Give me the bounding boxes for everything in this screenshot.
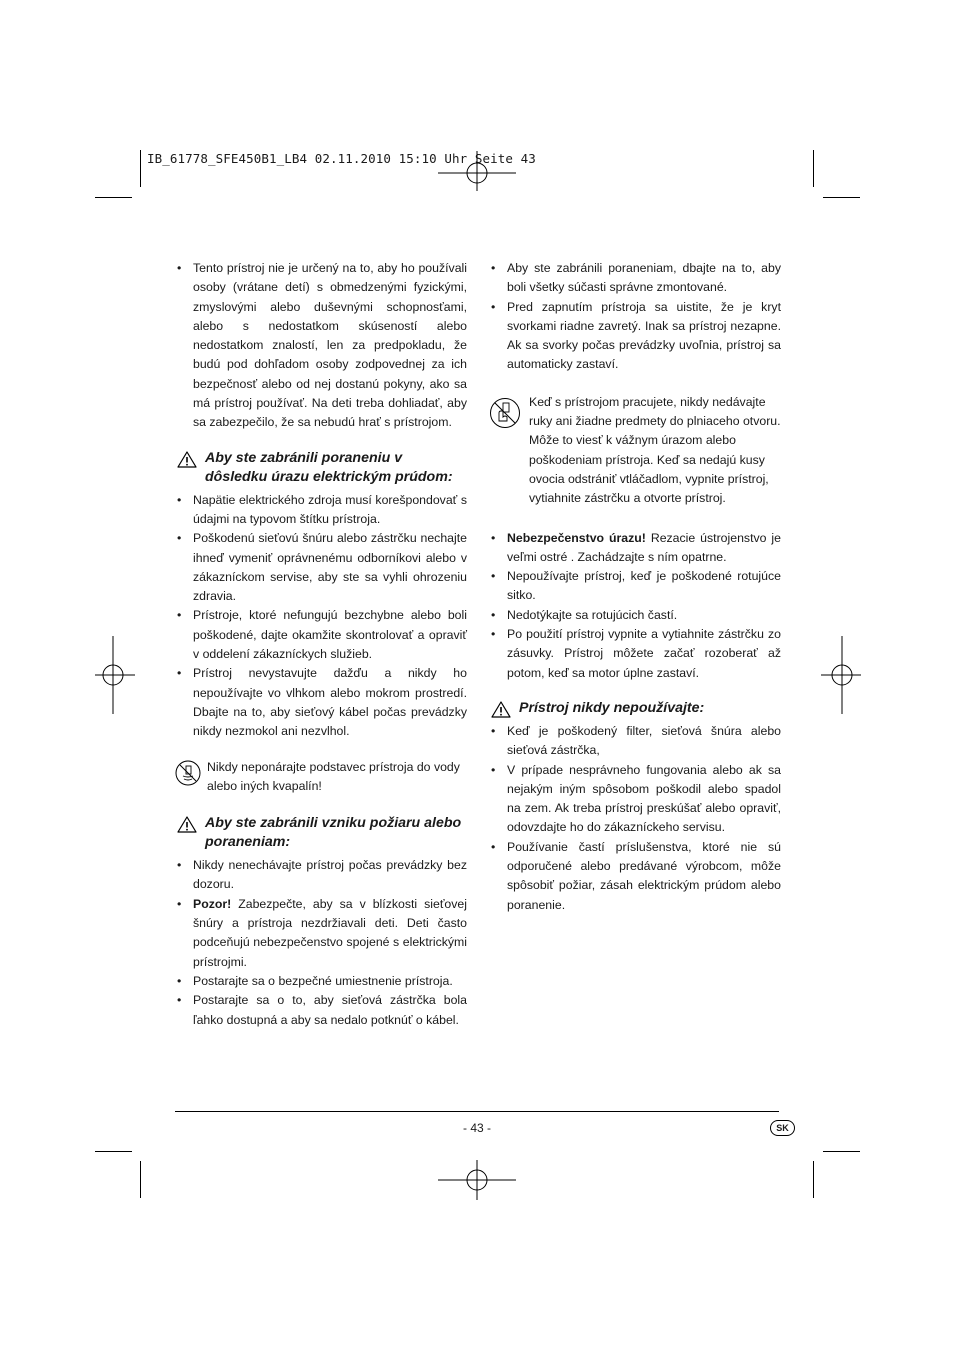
section-heading-electric <box>175 449 467 487</box>
crop-mark <box>813 1161 814 1198</box>
note-text: Nikdy neponárajte podstavec prístroja do vody alebo iných kvapalín! <box>207 759 460 793</box>
list-item-text: Rezacie ústrojenstvo je veľmi ostré . Zachádzajte s ním opatrne. <box>507 530 781 564</box>
crop-mark <box>823 197 860 198</box>
no-hands-icon <box>489 397 521 429</box>
section-heading-text: Aby ste zabránili vzniku požiaru alebo poraneniam: <box>205 815 462 851</box>
list-item: • Nepoužívajte prístroj, keď je poškodené rotujúce sitko. <box>489 567 781 606</box>
list-item: • Nikdy nenechávajte prístroj počas prevádzky bez dozoru. <box>175 856 467 895</box>
section-heading-text: Prístroj nikdy nepoužívajte: <box>519 699 705 716</box>
footer-rule <box>175 1111 779 1112</box>
no-immersion-note <box>175 758 467 797</box>
list-item: • Používanie častí príslušenstva, ktoré nie sú odporučené alebo predávané výrobcom, môže spôsobiť požiar, zásah elektrickým prúdom alebo poranenie. <box>489 838 781 915</box>
section-heading-never-use <box>489 699 781 718</box>
crop-mark <box>95 1151 132 1152</box>
list-item: • Pred zapnutím prístroja sa uistite, že je kryt svorkami riadne zavretý. Inak sa prístroj nezapne. Ak sa svorky počas prevádzky uvoľnia, prístroj sa automaticky zastaví. <box>489 298 781 375</box>
list-item: • Prístroje, ktoré nefungujú bezchybne alebo boli poškodené, dajte okamžite skontrolovať a opraviť v oddelení zákazníckych služieb. <box>175 606 467 664</box>
page-number: - 43 - <box>462 1121 491 1135</box>
fire-list <box>175 856 467 1030</box>
list-item: • Poškodenú sieťovú šnúru alebo zástrčku nechajte ihneď vymeniť oprávnenému odborníkovi alebo v zákazníckom servise, aby ste sa vyhli ohrozeniu zdravia. <box>175 529 467 606</box>
warning-triangle-icon <box>491 701 511 718</box>
section-heading-text: Aby ste zabránili poraneniu v dôsledku úrazu elektrickým prúdom: <box>205 449 453 485</box>
electric-list <box>175 491 467 742</box>
list-item: • Prístroj nevystavujte dažďu a nikdy ho nepoužívajte vo vlhkom alebo mokrom prostredí. Dbajte na to, aby sieťový kábel počas prevádzky nikdy nezmokol ani nezvlhol. <box>175 664 467 741</box>
warning-triangle-icon <box>177 451 197 468</box>
list-item: • Nedotýkajte sa rotujúcich častí. <box>489 606 781 625</box>
registration-mark-icon <box>438 1160 516 1200</box>
no-immersion-icon <box>175 760 201 786</box>
intro-list <box>175 259 467 433</box>
right-column <box>489 259 781 915</box>
crop-mark <box>823 1151 860 1152</box>
danger-label: Nebezpečenstvo úrazu! <box>507 530 646 545</box>
no-hands-note <box>489 393 781 509</box>
list-item: • Tento prístroj nie je určený na to, aby ho používali osoby (vrátane detí) s obmedzenými fyzickými, zmyslovými alebo duševnými schopnosťami, alebo s nedostatkom skúseností alebo nedostatkom znalostí, len za predpokladu, že budú pod dohľadom osoby zodpovednej za ich bezpečnosť alebo od nej dostanú pokyny, ako sa má prístroj používať. Na deti treba dohliadať, aby sa zabezpečilo, že sa nebudú hrať s prístrojom. <box>175 259 467 433</box>
print-slug: IB_61778_SFE450B1_LB4 02.11.2010 15:10 Uhr Seite 43 <box>147 151 536 166</box>
note-text: Keď s prístrojom pracujete, nikdy nedávajte ruky ani žiadne predmety do plniaceho otvoru. Môže to viesť k vážnym úrazom alebo poškodeniam prístroja. Keď sa nedajú kusy ovocia odstrániť vtláčadlom, vypnite prístroj, vytiahnite zástrčku a otvorte prístroj. <box>529 394 781 506</box>
crop-mark <box>140 1161 141 1198</box>
warning-triangle-icon <box>177 816 197 833</box>
list-item <box>489 529 781 568</box>
registration-mark-icon <box>821 636 861 714</box>
list-item <box>175 895 467 972</box>
list-item: • Aby ste zabránili poraneniam, dbajte na to, aby boli všetky súčasti správne zmontované. <box>489 259 781 298</box>
left-column <box>175 259 467 1030</box>
crop-mark <box>813 150 814 187</box>
list-item-text: Zabezpečte, aby sa v blízkosti sieťovej šnúry a prístroja nezdržiavali deti. Deti často podceňujú nebezpečenstvo spojené s elektrickými prístrojmi. <box>193 896 467 969</box>
crop-mark <box>95 197 132 198</box>
list-item: • V prípade nesprávneho fungovania alebo ak sa nejakým iným spôsobom poškodil alebo spadol na zem. Ak treba prístroj preskúšať alebo opraviť, odovzdajte ho do zákazníckeho servisu. <box>489 761 781 838</box>
registration-mark-icon <box>95 636 135 714</box>
crop-mark <box>140 150 141 187</box>
list-item: • Postarajte sa o to, aby sieťová zástrčka bola ľahko dostupná a aby sa nedalo potknúť o kábel. <box>175 991 467 1030</box>
language-badge: SK <box>770 1120 795 1136</box>
never-use-list <box>489 722 781 915</box>
list-item: • Keď je poškodený filter, sieťová šnúra alebo sieťová zástrčka, <box>489 722 781 761</box>
list-item: • Postarajte sa o bezpečné umiestnenie prístroja. <box>175 972 467 991</box>
list-item: • Napätie elektrického zdroja musí korešpondovať s údajmi na typovom štítku prístroja. <box>175 491 467 530</box>
assembly-list <box>489 259 781 375</box>
registration-mark-icon <box>438 151 516 191</box>
list-item: • Po použití prístroj vypnite a vytiahnite zástrčku zo zásuvky. Prístroj môžete začať rozoberať až potom, keď sa motor úplne zastaví. <box>489 625 781 683</box>
warning-label: Pozor! <box>193 896 232 911</box>
danger-list <box>489 529 781 683</box>
section-heading-fire <box>175 814 467 852</box>
